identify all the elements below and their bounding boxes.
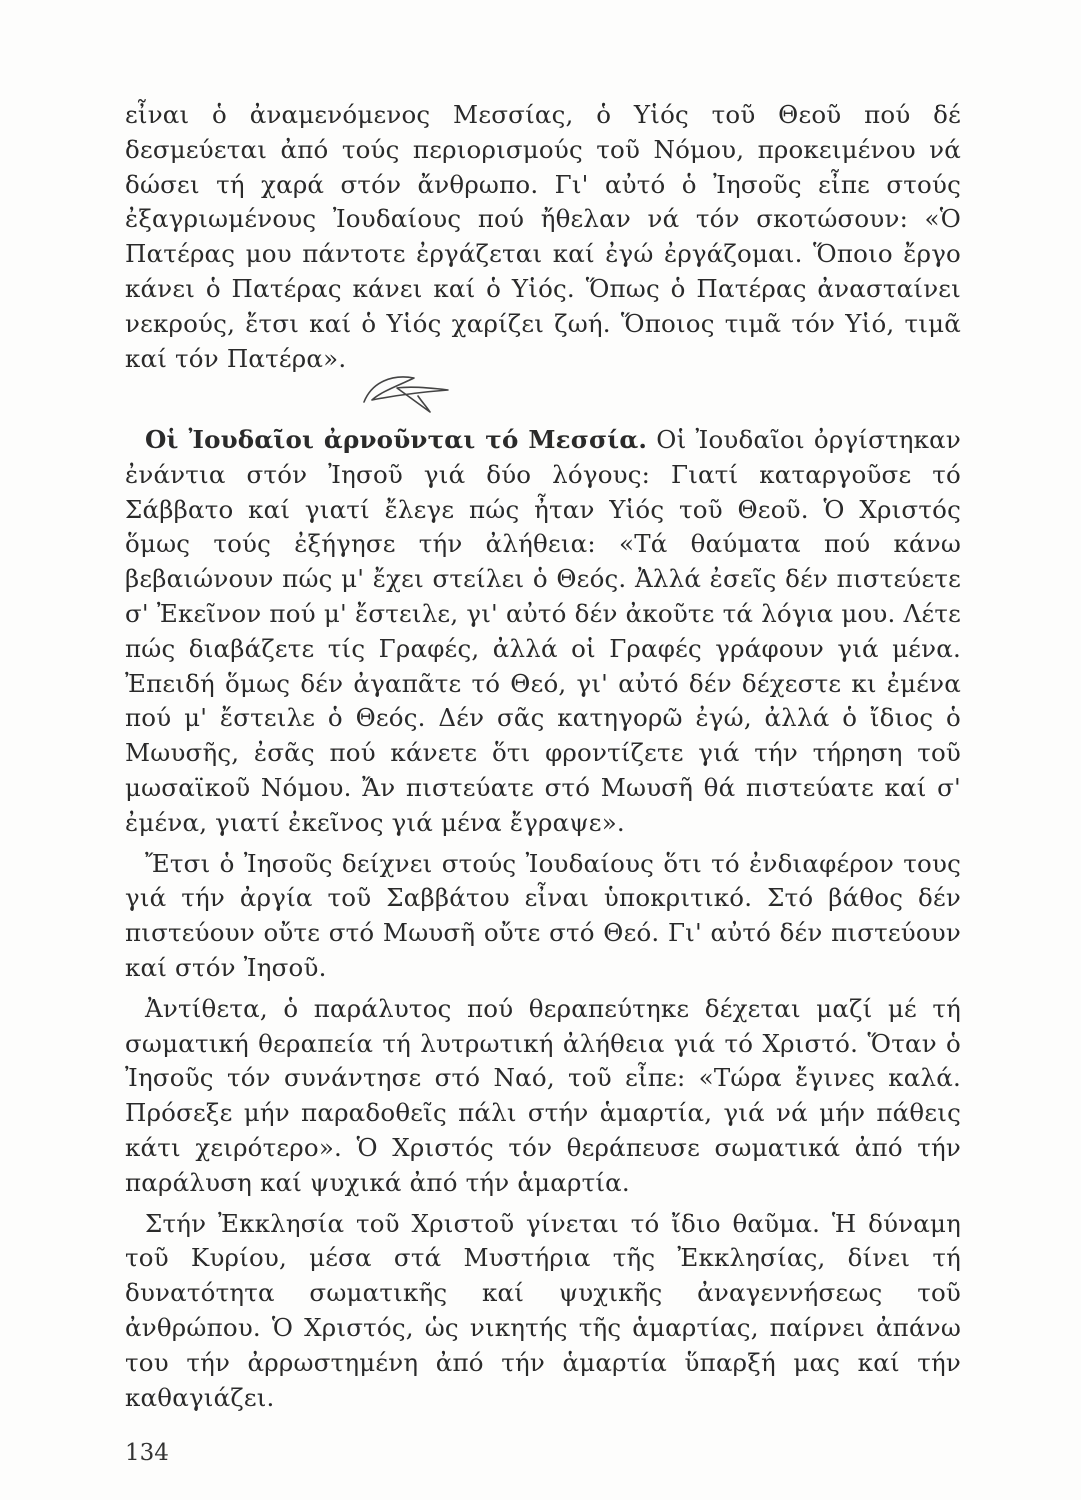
handwritten-scribble-mark [352, 362, 462, 422]
section-paragraph [125, 423, 961, 841]
main-section-block [125, 423, 961, 1415]
paragraph-4: Ἀντίθετα, ὁ παράλυτος πού θεραπεύτηκε δέχεται μαζί μέ τή σωματική θεραπεία τή λυτρωτική ἀλήθεια γιά τό Χριστό. Ὅταν ὁ Ἰησοῦς τόν συνάντησε στό Ναό, τοῦ εἶπε: «Τώρα ἔγινες καλά. Πρόσεξε μήν παραδοθεῖς πάλι στήν ἁμαρτία, γιά νά μήν πάθεις κάτι χειρότερο». Ὁ Χριστός τόν θεράπευσε σωματικά ἀπό τήν παράλυση καί ψυχικά ἀπό τήν ἁμαρτία. [125, 993, 961, 1197]
page-number: 134 [125, 1440, 169, 1466]
section-title: Οἱ Ἰουδαῖοι ἀρνοῦνται τό Μεσσία. [145, 425, 648, 454]
opening-paragraph-block [125, 98, 961, 376]
paragraph-continuation: εἶναι ὁ ἀναμενόμενος Μεσσίας, ὁ Υἱός τοῦ Θεοῦ πού δέ δεσμεύεται ἀπό τούς περιορισμούς τοῦ Νόμου, προκειμένου νά δώσει τή χαρά στόν ἄνθρωπο. Γι' αὐτό ὁ Ἰησοῦς εἶπε στούς ἐξαγριωμένους Ἰουδαίους πού ἤθελαν νά τόν σκοτώσουν: «Ὁ Πατέρας μου πάντοτε ἐργάζεται καί ἐγώ ἐργάζομαι. Ὅποιο ἔργο κάνει ὁ Πατέρας κάνει καί ὁ Υἱός. Ὅπως ὁ Πατέρας ἀνασταίνει νεκρούς, ἔτσι καί ὁ Υἱός χαρίζει ζωή. Ὅποιος τιμᾶ τόν Υἱό, τιμᾶ καί τόν Πατέρα». [125, 100, 961, 373]
paragraph-3: Ἔτσι ὁ Ἰησοῦς δείχνει στούς Ἰουδαίους ὅτι τό ἐνδιαφέρον τους γιά τήν ἀργία τοῦ Σαββάτου εἶναι ὑποκριτικό. Στό βάθος δέν πιστεύουν οὔτε στό Μωυσῆ οὔτε στό Θεό. Γι' αὐτό δέν πιστεύουν καί στόν Ἰησοῦ. [125, 848, 961, 982]
paragraph-5: Στήν Ἐκκλησία τοῦ Χριστοῦ γίνεται τό ἴδιο θαῦμα. Ἡ δύναμη τοῦ Κυρίου, μέσα στά Μυστήρια τῆς Ἐκκλησίας, δίνει τή δυνατότητα σωματικῆς καί ψυχικῆς ἀναγεννήσεως τοῦ ἀνθρώπου. Ὁ Χριστός, ὡς νικητής τῆς ἁμαρτίας, παίρνει ἀπάνω του τήν ἀρρωστημένη ἀπό τήν ἁμαρτία ὕπαρξή μας καί τήν καθαγιάζει. [125, 1208, 961, 1412]
section-paragraph-text: Οἱ Ἰουδαῖοι ὀργίστηκαν ἐνάντια στόν Ἰησοῦ γιά δύο λόγους: Γιατί καταργοῦσε τό Σάββατο καί γιατί ἔλεγε πώς ἦταν Υἱός τοῦ Θεοῦ. Ὁ Χριστός ὅμως τούς ἐξήγησε τήν ἀλήθεια: «Τά θαύματα πού κάνω βεβαιώνουν πώς μ' ἔχει στείλει ὁ Θεός. Ἀλλά ἐσεῖς δέν πιστεύετε σ' Ἐκεῖνον πού μ' ἔστειλε, γι' αὐτό δέν ἀκοῦτε τά λόγια μου. Λέτε πώς διαβάζετε τίς Γραφές, ἀλλά οἱ Γραφές γράφουν γιά μένα. Ἐπειδή ὅμως δέν ἀγαπᾶτε τό Θεό, γι' αὐτό δέν δέχεστε κι ἐμένα πού μ' ἔστειλε ὁ Θεός. Δέν σᾶς κατηγορῶ ἐγώ, ἀλλά ὁ ἴδιος ὁ Μωυσῆς, ἐσᾶς πού κάνετε ὅτι φροντίζετε γιά τήν τήρηση τοῦ μωσαϊκοῦ Νόμου. Ἄν πιστεύατε στό Μωυσῆ θά πιστεύατε καί σ' ἐμένα, γιατί ἐκεῖνος γιά μένα ἔγραψε». [125, 425, 961, 837]
